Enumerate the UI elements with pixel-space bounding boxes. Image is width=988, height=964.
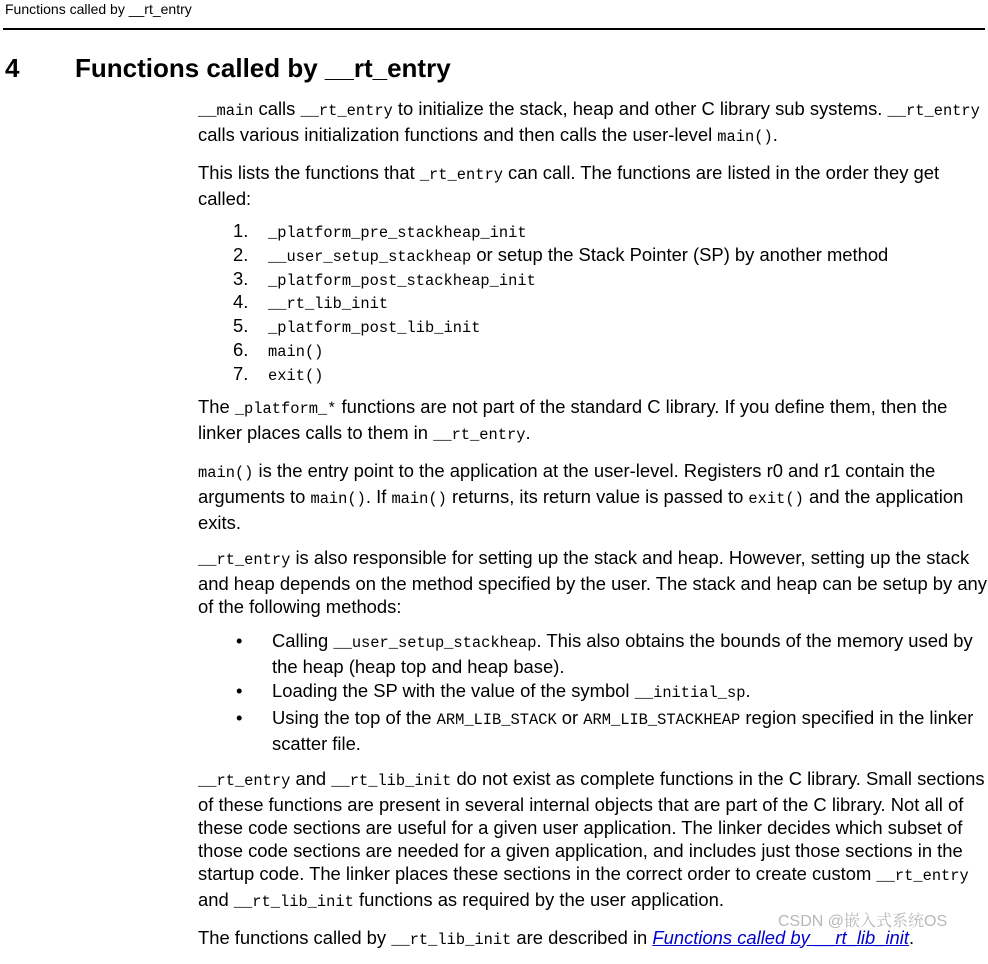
code-function: exit(): [268, 366, 324, 385]
code-main-call: main(): [391, 489, 447, 508]
order-paragraph: [198, 161, 988, 210]
text: . This also obtains the bounds of the memory used by the heap (heap top and heap base).: [272, 629, 973, 677]
code-rt-entry: __rt_entry: [198, 550, 291, 569]
text: The functions called by: [198, 926, 392, 948]
main-paragraph: [198, 459, 988, 534]
text: functions as required by the user application.: [353, 888, 724, 910]
list-item: [198, 219, 988, 243]
text: is also responsible for setting up the stack and heap. However, setting up the stack and heap depends on the method specified by the user. The stack and heap can be setup by any of the following methods:: [198, 546, 987, 617]
code-main: __main: [198, 102, 254, 120]
text: is the entry point to the application at the user-level. Registers r0 and r1 contain the arguments to: [198, 459, 936, 507]
code-region: ARM_LIB_STACK: [436, 710, 557, 729]
stack-heap-paragraph: [198, 546, 988, 618]
text: Loading the SP with the value of the symbol: [272, 679, 635, 701]
section-title: Functions called by __rt_entry: [75, 53, 451, 83]
sections-paragraph: [198, 767, 988, 914]
code-rt-entry: __rt_entry: [198, 771, 291, 790]
text: and: [198, 888, 234, 910]
code-function: _platform_post_stackheap_init: [268, 271, 536, 290]
text: . If: [365, 485, 392, 507]
code-platform: _platform_*: [234, 399, 337, 418]
code-function: __rt_lib_init: [268, 295, 389, 314]
list-number: 2.: [233, 243, 249, 265]
text: Using the top of the: [272, 706, 437, 728]
code-symbol: __initial_sp: [634, 683, 746, 702]
section-number: 4: [5, 53, 20, 83]
code-main-call: main(): [717, 128, 773, 146]
list-item: [198, 314, 988, 338]
list-number: 5.: [233, 315, 249, 337]
text: This lists the functions that: [198, 162, 420, 183]
code-rt-entry: _rt_entry: [419, 166, 503, 184]
text: can call. The functions are listed in the order they get called:: [198, 162, 940, 209]
code-function: main(): [268, 342, 324, 361]
bullet-icon: •: [236, 679, 243, 701]
code-function: _platform_post_lib_init: [268, 319, 481, 338]
section-body: [198, 97, 988, 964]
text: are described in: [511, 926, 653, 948]
text: calls: [253, 98, 301, 119]
text: do not exist as complete functions in the C library. Small sections of these functions are present in several internal objects that are part of the C library. Not all of these code sections are useful for a given user application. The linker decides which subset of those code sections are needed for a given application, and includes just those sections in the startup code. The linker places these sections in the correct order to create custom: [198, 767, 985, 884]
list-number: 4.: [233, 291, 249, 313]
bullet-icon: •: [236, 706, 243, 728]
text: The: [198, 395, 235, 417]
list-item: [198, 629, 988, 678]
text: region specified in the linker scatter file.: [272, 706, 974, 754]
text: or setup the Stack Pointer (SP) by another method: [471, 243, 889, 265]
text: or: [556, 706, 584, 728]
list-item: [198, 338, 988, 362]
text: .: [745, 679, 751, 701]
code-function: __user_setup_stackheap: [333, 633, 537, 652]
list-number: 1.: [233, 220, 249, 241]
list-item: [198, 362, 988, 386]
function-order-list: [198, 219, 988, 386]
code-function: __user_setup_stackheap: [268, 247, 472, 266]
code-rt-lib-init: __rt_lib_init: [233, 892, 354, 911]
setup-methods-list: [198, 629, 988, 755]
list-number: 6.: [233, 338, 249, 360]
list-number: 7.: [233, 362, 249, 384]
code-rt-entry: __rt_entry: [887, 102, 980, 120]
list-item: [198, 243, 988, 267]
text: Calling: [272, 629, 334, 651]
code-rt-lib-init: __rt_lib_init: [391, 930, 512, 949]
bullet-icon: •: [236, 629, 243, 651]
text: functions are not part of the standard C library. If you define them, then the linker places calls to them in: [198, 395, 948, 443]
code-rt-lib-init: __rt_lib_init: [331, 771, 452, 790]
xref-link-rt-lib-init[interactable]: Functions called by __rt_lib_init: [652, 926, 909, 948]
code-rt-entry: __rt_entry: [876, 866, 969, 885]
text: .: [908, 926, 915, 948]
text: .: [525, 421, 531, 443]
list-item: [198, 706, 988, 755]
code-exit-call: exit(): [748, 489, 804, 508]
text: .: [772, 124, 778, 145]
text: to initialize the stack, heap and other C library sub systems.: [392, 98, 888, 119]
text: returns, its return value is passed to: [446, 485, 749, 507]
code-rt-entry: __rt_entry: [433, 425, 526, 444]
text: and: [290, 767, 332, 789]
code-function: _platform_pre_stackheap_init: [268, 224, 527, 242]
list-number: 3.: [233, 267, 249, 289]
list-item: [198, 290, 988, 314]
code-main-call: main(): [198, 463, 254, 482]
code-region: ARM_LIB_STACKHEAP: [583, 710, 741, 729]
text: and the application exits.: [198, 485, 964, 533]
watermark: CSDN @嵌入式系统OS: [778, 913, 948, 930]
code-rt-entry: __rt_entry: [300, 102, 393, 120]
text: calls various initialization functions and then calls the user-level: [198, 124, 718, 145]
list-item: [198, 267, 988, 291]
list-item: [198, 679, 988, 705]
code-main-call: main(): [310, 489, 366, 508]
running-header: Functions called by __rt_entry: [5, 1, 192, 17]
header-rule: [3, 28, 985, 30]
intro-paragraph: [198, 97, 988, 149]
platform-paragraph: [198, 395, 988, 447]
